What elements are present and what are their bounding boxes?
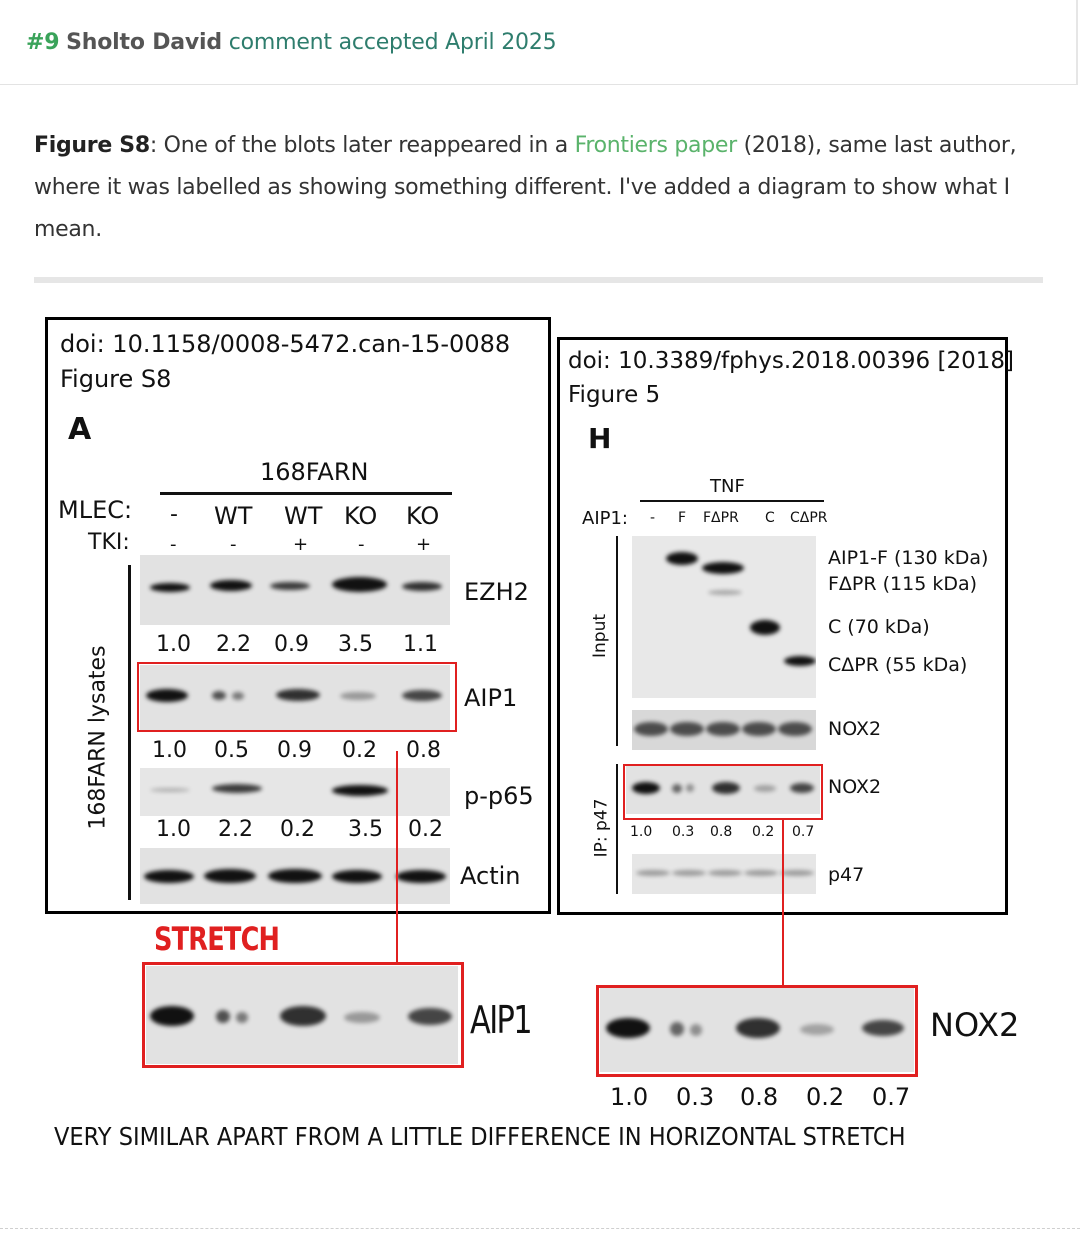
ezh2-val: 0.9 (274, 632, 309, 657)
right-doi: doi: 10.3389/fphys.2018.00396 [2018] (568, 348, 1014, 374)
comparison-caption: VERY SIMILAR APART FROM A LITTLE DIFFERENCE IN HORIZONTAL STRETCH (54, 1122, 906, 1151)
divider (34, 277, 1043, 283)
nox2-zoom-label: NOX2 (930, 1006, 1020, 1044)
left-group-label: 168FARN (260, 458, 369, 486)
footer-separator (0, 1228, 1080, 1229)
tnf-bar (640, 500, 824, 502)
marker-label: AIP1-F (130 kDa) (828, 547, 989, 569)
nox2-ip-label: NOX2 (828, 776, 882, 798)
aip1-row-value: C (765, 510, 775, 526)
left-panel-letter: A (68, 412, 92, 447)
aip1-row-label: AIP1: (582, 508, 628, 529)
tki-value: - (230, 534, 237, 555)
comment-header-line (26, 30, 556, 55)
aip1-val: 1.0 (152, 738, 187, 763)
side-label: 168FARN lysates (85, 645, 111, 830)
aip1-row-value: FΔPR (703, 510, 739, 526)
nox2-zoom-val: 0.2 (806, 1083, 845, 1111)
aip1-zoom-box (142, 962, 464, 1068)
input-blot (632, 536, 816, 698)
ip-bracket (616, 764, 618, 894)
stretch-label: STRETCH (154, 920, 280, 958)
marker-label: C (70 kDa) (828, 616, 930, 638)
nox2-zoom-val: 0.3 (676, 1083, 715, 1111)
left-figure-panel (45, 317, 551, 914)
input-label: Input (590, 613, 611, 659)
aip1-zoom-label: AIP1 (470, 998, 532, 1042)
group-bar (160, 492, 452, 495)
nox2-ip-val: 0.2 (752, 824, 775, 840)
right-panel-letter: H (588, 422, 612, 455)
nox2-highlight-box (623, 764, 823, 820)
ezh2-blot (140, 555, 450, 625)
aip1-val: 0.8 (406, 738, 441, 763)
comment-header (0, 0, 1078, 85)
pp65-val: 1.0 (156, 817, 191, 842)
connector-left (396, 751, 398, 964)
aip1-row-value: F (678, 510, 687, 526)
mlec-value: WT (214, 502, 253, 530)
mlec-value: KO (406, 502, 440, 530)
nox2-zoom-val: 1.0 (610, 1083, 649, 1111)
nox2-ip-val: 0.8 (710, 824, 733, 840)
left-doi: doi: 10.1158/0008-5472.can-15-0088 (60, 330, 511, 358)
p47-label: p47 (828, 864, 865, 886)
left-figure-name: Figure S8 (60, 365, 172, 393)
mlec-value: WT (284, 502, 323, 530)
nox2-zoom-box (596, 985, 918, 1077)
nox2-input-label: NOX2 (828, 718, 882, 740)
ip-label: IP: p47 (591, 798, 612, 858)
ezh2-label: EZH2 (464, 578, 529, 606)
aip1-val: 0.5 (214, 738, 249, 763)
nox2-zoom-val: 0.8 (740, 1083, 779, 1111)
comment-status: comment accepted April 2025 (228, 30, 557, 55)
aip1-val: 0.2 (342, 738, 377, 763)
ezh2-val: 2.2 (216, 632, 251, 657)
input-bracket (616, 536, 618, 746)
body-text-1: : One of the blots later reappeared in a (149, 133, 575, 158)
tki-value: + (416, 534, 432, 555)
comment-author[interactable]: Sholto David (66, 30, 222, 55)
mlec-label: MLEC: (58, 496, 133, 524)
pp65-label: p-p65 (464, 782, 534, 810)
pp65-val: 2.2 (218, 817, 253, 842)
tnf-label: TNF (710, 476, 745, 497)
pp65-val: 0.2 (280, 817, 315, 842)
aip1-row-value: CΔPR (790, 510, 828, 526)
frontiers-paper-link[interactable]: Frontiers paper (574, 133, 737, 158)
aip1-row-value: - (650, 510, 656, 526)
pp65-blot (140, 768, 450, 816)
comment-number[interactable]: #9 (26, 30, 60, 55)
pp65-val: 0.2 (408, 817, 443, 842)
body-text-2: (2018), same last author, where it was labelled as showing something different. I've added a diagram to show what I mean. (34, 133, 1017, 242)
ezh2-val: 1.0 (156, 632, 191, 657)
nox2-zoom-val: 0.7 (872, 1083, 911, 1111)
right-figure-name: Figure 5 (568, 382, 661, 408)
nox2-ip-val: 0.7 (792, 824, 815, 840)
connector-right (782, 819, 784, 986)
nox2-ip-val: 1.0 (630, 824, 653, 840)
tki-value: - (170, 534, 177, 555)
pp65-val: 3.5 (348, 817, 383, 842)
marker-label: CΔPR (55 kDa) (828, 654, 968, 676)
mlec-value: - (170, 502, 178, 527)
aip1-label: AIP1 (464, 684, 518, 712)
lysate-bracket (128, 565, 131, 900)
tki-value: - (358, 534, 365, 555)
tki-label: TKI: (88, 530, 130, 555)
aip1-val: 0.9 (277, 738, 312, 763)
aip1-highlight-box (137, 662, 457, 732)
ezh2-val: 3.5 (338, 632, 373, 657)
comment-body (34, 125, 1034, 251)
mlec-value: KO (344, 502, 378, 530)
p47-blot (632, 854, 816, 894)
tki-value: + (293, 534, 309, 555)
nox2-ip-val: 0.3 (672, 824, 695, 840)
ezh2-val: 1.1 (403, 632, 438, 657)
marker-label: FΔPR (115 kDa) (828, 573, 978, 595)
nox2-input-blot (632, 710, 816, 750)
actin-blot (140, 848, 450, 904)
figure-label: Figure S8 (34, 133, 150, 158)
actin-label: Actin (460, 862, 521, 890)
